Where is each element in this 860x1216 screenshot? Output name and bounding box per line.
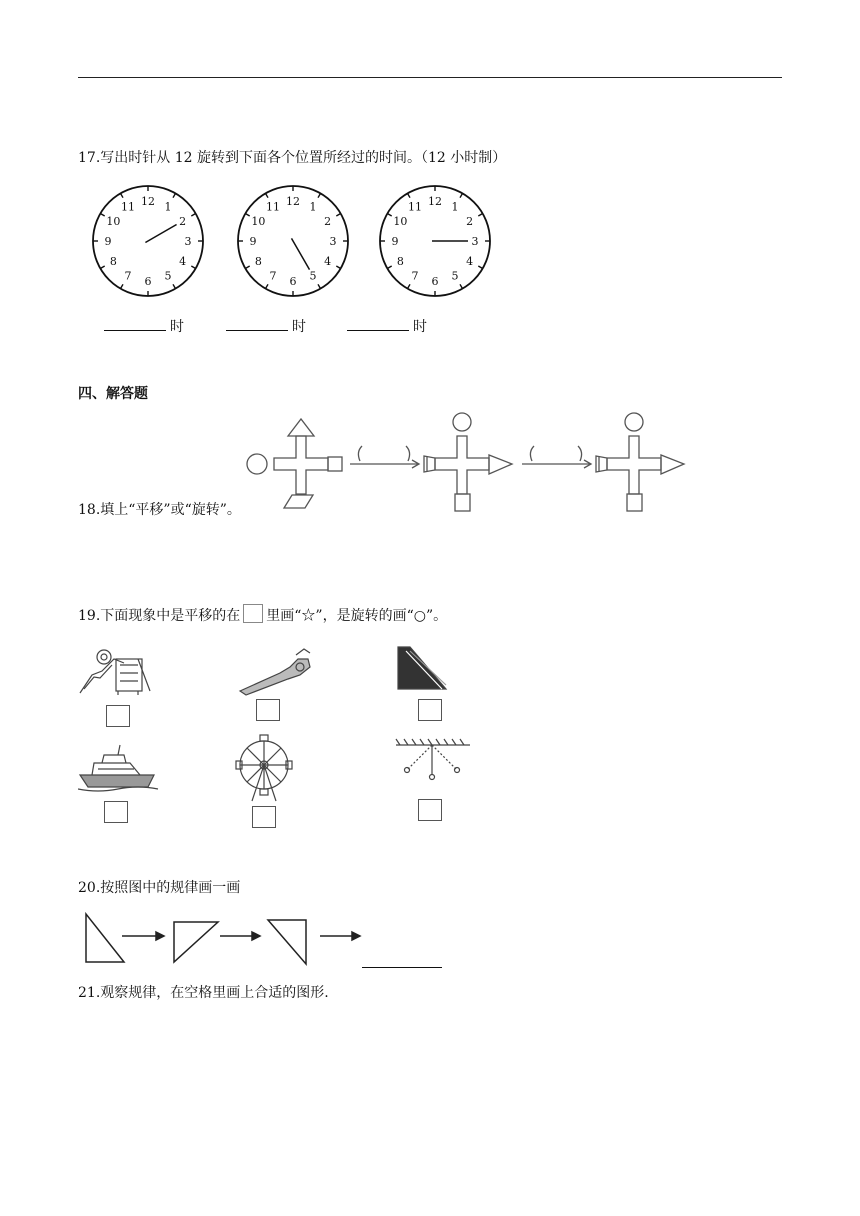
triangle-3 [268,920,306,964]
clock-numeral: 9 [104,235,112,248]
clock-numeral: 6 [431,275,439,288]
clock-numeral: 2 [324,215,332,228]
pattern-arrow-2 [220,932,260,940]
clock-tick [100,214,104,217]
question-20-text: 20.按照图中的规律画一画 [78,880,241,896]
answer-box-ship[interactable] [104,801,128,823]
clock-numeral: 10 [106,215,121,228]
clock-numeral: 5 [309,269,317,283]
clock-numeral: 8 [254,255,262,268]
slide-icon [80,650,150,695]
clock-numeral: 11 [121,200,135,214]
clock-numeral: 3 [471,235,479,248]
clock-tick [245,214,249,217]
clock-tick [318,193,321,197]
cross-shapes-figure [238,408,690,518]
clock-numeral: 8 [396,255,404,268]
clock-numeral: 6 [289,275,297,288]
clock-numeral: 10 [251,215,266,228]
answer-blank-1[interactable]: 时 [104,316,184,336]
clock-tick [387,214,391,217]
clock-numeral: 9 [391,235,399,248]
clock-numeral: 4 [179,255,187,268]
clock-1 [93,186,203,296]
clock-2 [238,186,348,296]
header-rule [78,77,782,78]
ferris-wheel-icon [236,735,292,801]
clock-numeral: 11 [408,200,422,214]
q20-answer-line[interactable] [362,967,442,968]
clock-tick [336,214,340,217]
clock-tick [336,266,340,269]
question-18-text: 18.填上“平移”或“旋转”。 [78,502,241,518]
clock-numeral: 12 [428,195,442,208]
clock-numeral: 5 [164,269,172,283]
arrow-1 [350,446,419,468]
clock-tick [408,193,411,197]
cross-shape-3 [596,413,684,511]
clock-tick [121,193,124,197]
answer-box-ferris-wheel[interactable] [252,806,276,828]
ship-icon [78,745,158,791]
clock-numeral: 3 [184,235,192,248]
clock-numeral: 7 [124,269,132,283]
answer-box-escalator[interactable] [418,699,442,721]
clock-numeral: 1 [309,200,317,214]
clock-numeral: 7 [411,269,419,283]
triangle-2 [174,922,218,962]
clock-numeral: 4 [466,255,474,268]
pendulum-icon [396,739,470,780]
wrench-icon [240,649,310,695]
clock-numeral: 2 [179,215,187,228]
clock-tick [478,266,482,269]
answer-blank-2[interactable]: 时 [226,316,306,336]
section-title: 四、解答题 [78,386,148,402]
clock-3 [380,186,490,296]
clock-tick [191,266,195,269]
clock-tick [191,214,195,217]
clock-numeral: 7 [269,269,277,283]
answer-box-slide[interactable] [106,705,130,727]
cross-shape-1 [247,419,342,508]
pattern-arrow-1 [122,932,164,940]
triangle-pattern-figure [80,910,380,970]
clocks-figure [90,183,510,303]
clock-tick [387,266,391,269]
hour-hand [145,225,176,243]
clock-tick [478,214,482,217]
clock-tick [266,193,269,197]
clock-tick [173,193,176,197]
clock-numeral: 9 [249,235,257,248]
clock-tick [266,284,269,288]
clock-numeral: 6 [144,275,152,288]
inline-answer-box [243,604,263,623]
clock-tick [460,284,463,288]
clock-numeral: 11 [266,200,280,214]
clock-numeral: 1 [451,200,459,214]
cross-shape-2 [424,413,512,511]
clock-tick [173,284,176,288]
clock-tick [460,193,463,197]
arrow-2 [522,446,591,468]
clock-tick [318,284,321,288]
question-21-text: 21.观察规律，在空格里画上合适的图形. [78,985,329,1001]
escalator-icon [398,647,446,689]
answer-box-pendulum[interactable] [418,799,442,821]
clock-numeral: 8 [109,255,117,268]
question-19-text: 19.下面现象中是平移的在 里画“☆”，是旋转的画“○”。 [78,604,447,625]
clock-numeral: 12 [286,195,300,208]
clock-numeral: 4 [324,255,332,268]
hour-hand [292,238,310,269]
clock-numeral: 12 [141,195,155,208]
answer-blank-3[interactable]: 时 [347,316,427,336]
clock-numeral: 5 [451,269,459,283]
question-17-text: 17.写出时针从 12 旋转到下面各个位置所经过的时间。（12 小时制） [78,150,507,166]
clock-numeral: 2 [466,215,474,228]
pattern-arrow-3 [320,932,360,940]
clock-numeral: 3 [329,235,337,248]
clock-tick [100,266,104,269]
clock-tick [245,266,249,269]
clock-tick [408,284,411,288]
triangle-1 [86,914,124,962]
clock-numeral: 10 [393,215,408,228]
clock-numeral: 1 [164,200,172,214]
answer-box-wrench[interactable] [256,699,280,721]
clock-tick [121,284,124,288]
